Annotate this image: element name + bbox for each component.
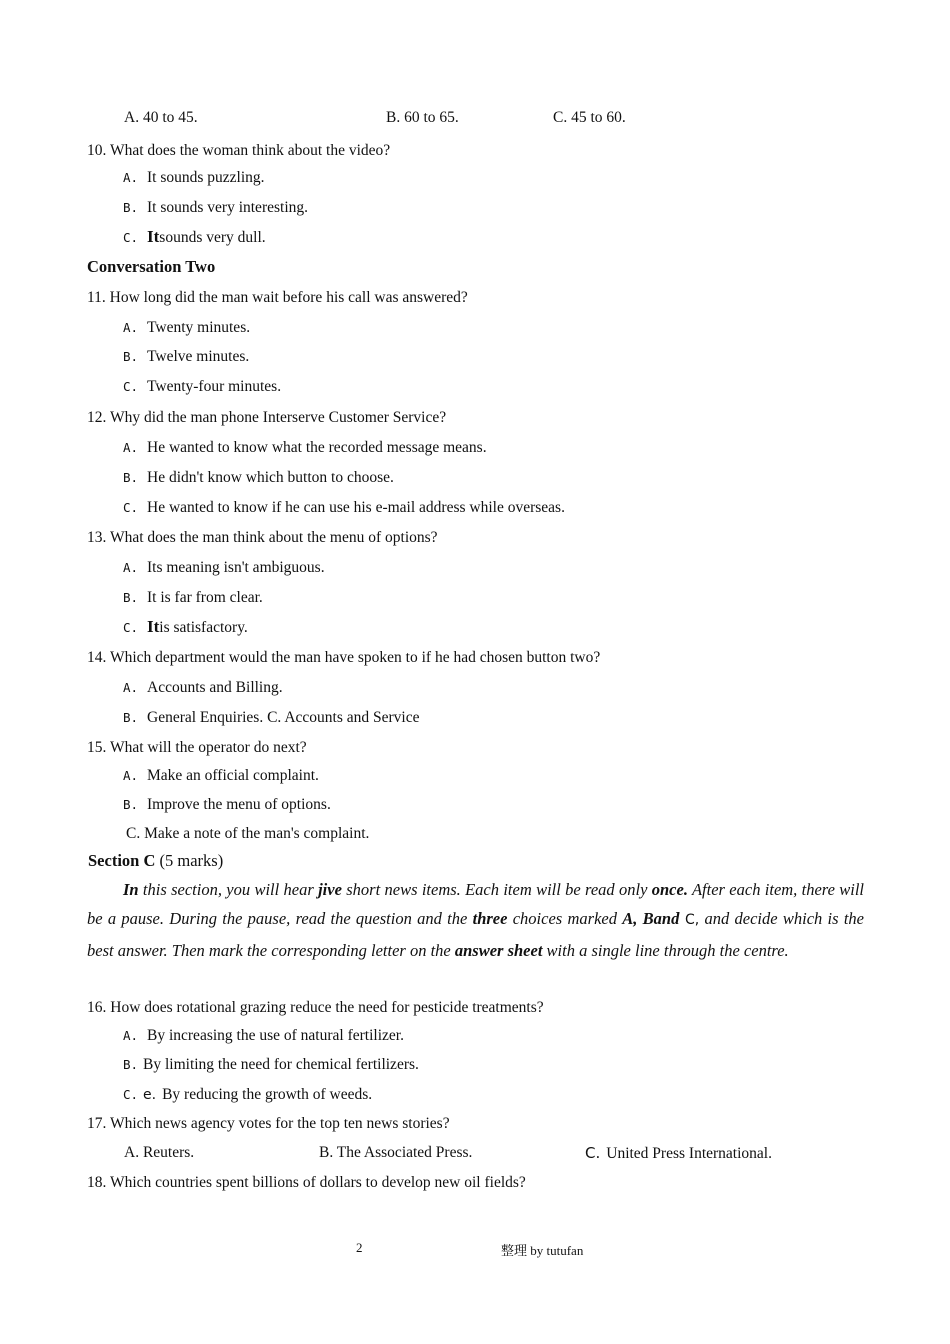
option-letter: A. (123, 768, 139, 783)
q11-option-b (123, 347, 249, 367)
q14-option-b (123, 708, 419, 728)
option-bold-it: It (147, 617, 160, 636)
option-letter: A. (123, 1028, 139, 1043)
option-text: Twenty minutes. (147, 319, 251, 336)
section-c-marks: (5 marks) (159, 851, 224, 870)
option-text: United Press International. (606, 1145, 772, 1162)
question-14: 14. Which department would the man have spoken to if he had chosen button two? (87, 649, 601, 666)
q17-option-c (585, 1143, 772, 1164)
option-text: It sounds puzzling. (147, 169, 265, 186)
q15-option-a (123, 766, 319, 786)
option-text: Accounts and Billing. (147, 679, 283, 696)
q15-option-c: C. Make a note of the man's complaint. (126, 825, 370, 842)
option-text: Make an official complaint. (147, 767, 319, 784)
option-letter: A. (123, 560, 139, 575)
question-12: 12. Why did the man phone Interserve Customer Service? (87, 409, 447, 426)
instr-text-2: short news items. Each item will be read only (341, 880, 652, 899)
option-text: General Enquiries. C. Accounts and Service (147, 709, 420, 726)
option-letter: B. (123, 797, 139, 812)
option-text: By increasing the use of natural fertilizer. (147, 1027, 404, 1044)
q14-option-a (123, 678, 283, 698)
option-text: He wanted to know what the recorded message means. (147, 439, 487, 456)
instr-once: once. (651, 880, 688, 899)
option-letter: A. (123, 170, 139, 185)
q15-option-b (123, 795, 331, 815)
option-letter: B. (123, 349, 139, 364)
option-letter: C. (123, 1087, 139, 1102)
option-text: is satisfactory. (159, 619, 248, 636)
option-text: By limiting the need for chemical fertilizers. (143, 1056, 419, 1073)
question-11: 11. How long did the man wait before his call was answered? (87, 289, 468, 306)
section-c-title: Section C (88, 851, 156, 870)
q16-option-a (123, 1026, 404, 1046)
q12-option-b (123, 468, 394, 488)
q13-option-b (123, 588, 263, 608)
instr-text-5: and decide which is the best answer. Then mark the corresponding letter on the (87, 909, 864, 960)
option-letter: A. (123, 440, 139, 455)
q16-option-c (123, 1085, 372, 1105)
instr-c: C, (679, 912, 700, 929)
option-letter: C. (123, 500, 139, 515)
option-letter: B. (123, 200, 139, 215)
section-c-instructions (87, 875, 864, 965)
option-letter: C. (123, 230, 139, 245)
conversation-two-heading: Conversation Two (87, 257, 216, 276)
option-text: By reducing the growth of weeds. (162, 1086, 373, 1103)
question-15: 15. What will the operator do next? (87, 739, 307, 756)
q10-option-a (123, 168, 265, 188)
page-number: 2 (356, 1240, 363, 1255)
q17-option-b: B. The Associated Press. (319, 1144, 473, 1161)
instr-abc: A, Band (622, 909, 680, 929)
instr-five: jive (318, 880, 342, 899)
option-letter: B. (123, 590, 139, 605)
option-letter: C. (585, 1144, 601, 1162)
option-text: It sounds very interesting. (147, 199, 309, 216)
q11-option-a (123, 318, 250, 338)
footer-credit: 整理 by tutufan (501, 1243, 584, 1258)
q17-option-a: A. Reuters. (124, 1144, 195, 1161)
option-text: Improve the menu of options. (147, 796, 331, 813)
question-18: 18. Which countries spent billions of dollars to develop new oil fields? (87, 1174, 526, 1191)
question-16: 16. How does rotational grazing reduce the need for pesticide treatments? (87, 999, 544, 1016)
option-stray-e: e. (143, 1087, 157, 1103)
option-letter: B. (123, 710, 139, 725)
question-13: 13. What does the man think about the menu of options? (87, 529, 438, 546)
instr-answer-sheet: answer sheet (454, 940, 543, 960)
option-letter: C. (123, 379, 139, 394)
question-17: 17. Which news agency votes for the top ten news stories? (87, 1115, 450, 1132)
q12-option-a (123, 438, 487, 458)
option-letter: A. (123, 320, 139, 335)
option-text: sounds very dull. (159, 229, 266, 246)
option-letter: B. (123, 470, 139, 485)
q9-option-c: C. 45 to 60. (553, 109, 626, 126)
q13-option-c (123, 617, 248, 638)
q9-option-b: B. 60 to 65. (386, 109, 459, 126)
instr-three: three (472, 909, 508, 929)
q13-option-a (123, 558, 325, 578)
q11-option-c (123, 377, 281, 397)
option-text: He didn't know which button to choose. (147, 469, 394, 486)
option-letter: A. (123, 680, 139, 695)
instr-text-1: this section, you will hear (138, 880, 319, 899)
option-text: He wanted to know if he can use his e-mail address while overseas. (147, 499, 565, 516)
section-c-heading (88, 851, 223, 871)
q10-option-c (123, 227, 266, 248)
instr-text-6: with a single line through the centre. (542, 940, 789, 960)
option-letter: B. (123, 1057, 139, 1072)
option-text: Its meaning isn't ambiguous. (147, 559, 325, 576)
option-bold-it: It (147, 227, 160, 246)
option-letter: C. (123, 620, 139, 635)
instr-text-3: After each item, there will be a pause. During the pause, read the question and the (87, 880, 865, 929)
instr-text-4: choices marked (507, 909, 623, 929)
q9-option-a: A. 40 to 45. (124, 109, 198, 126)
option-text: It is far from clear. (147, 589, 263, 606)
option-text: Twelve minutes. (147, 348, 250, 365)
q12-option-c (123, 498, 565, 518)
q10-option-b (123, 198, 308, 218)
instr-in: In (123, 880, 139, 899)
question-10: 10. What does the woman think about the video? (87, 142, 391, 159)
q16-option-b (123, 1055, 419, 1075)
option-text: Twenty-four minutes. (147, 378, 282, 395)
